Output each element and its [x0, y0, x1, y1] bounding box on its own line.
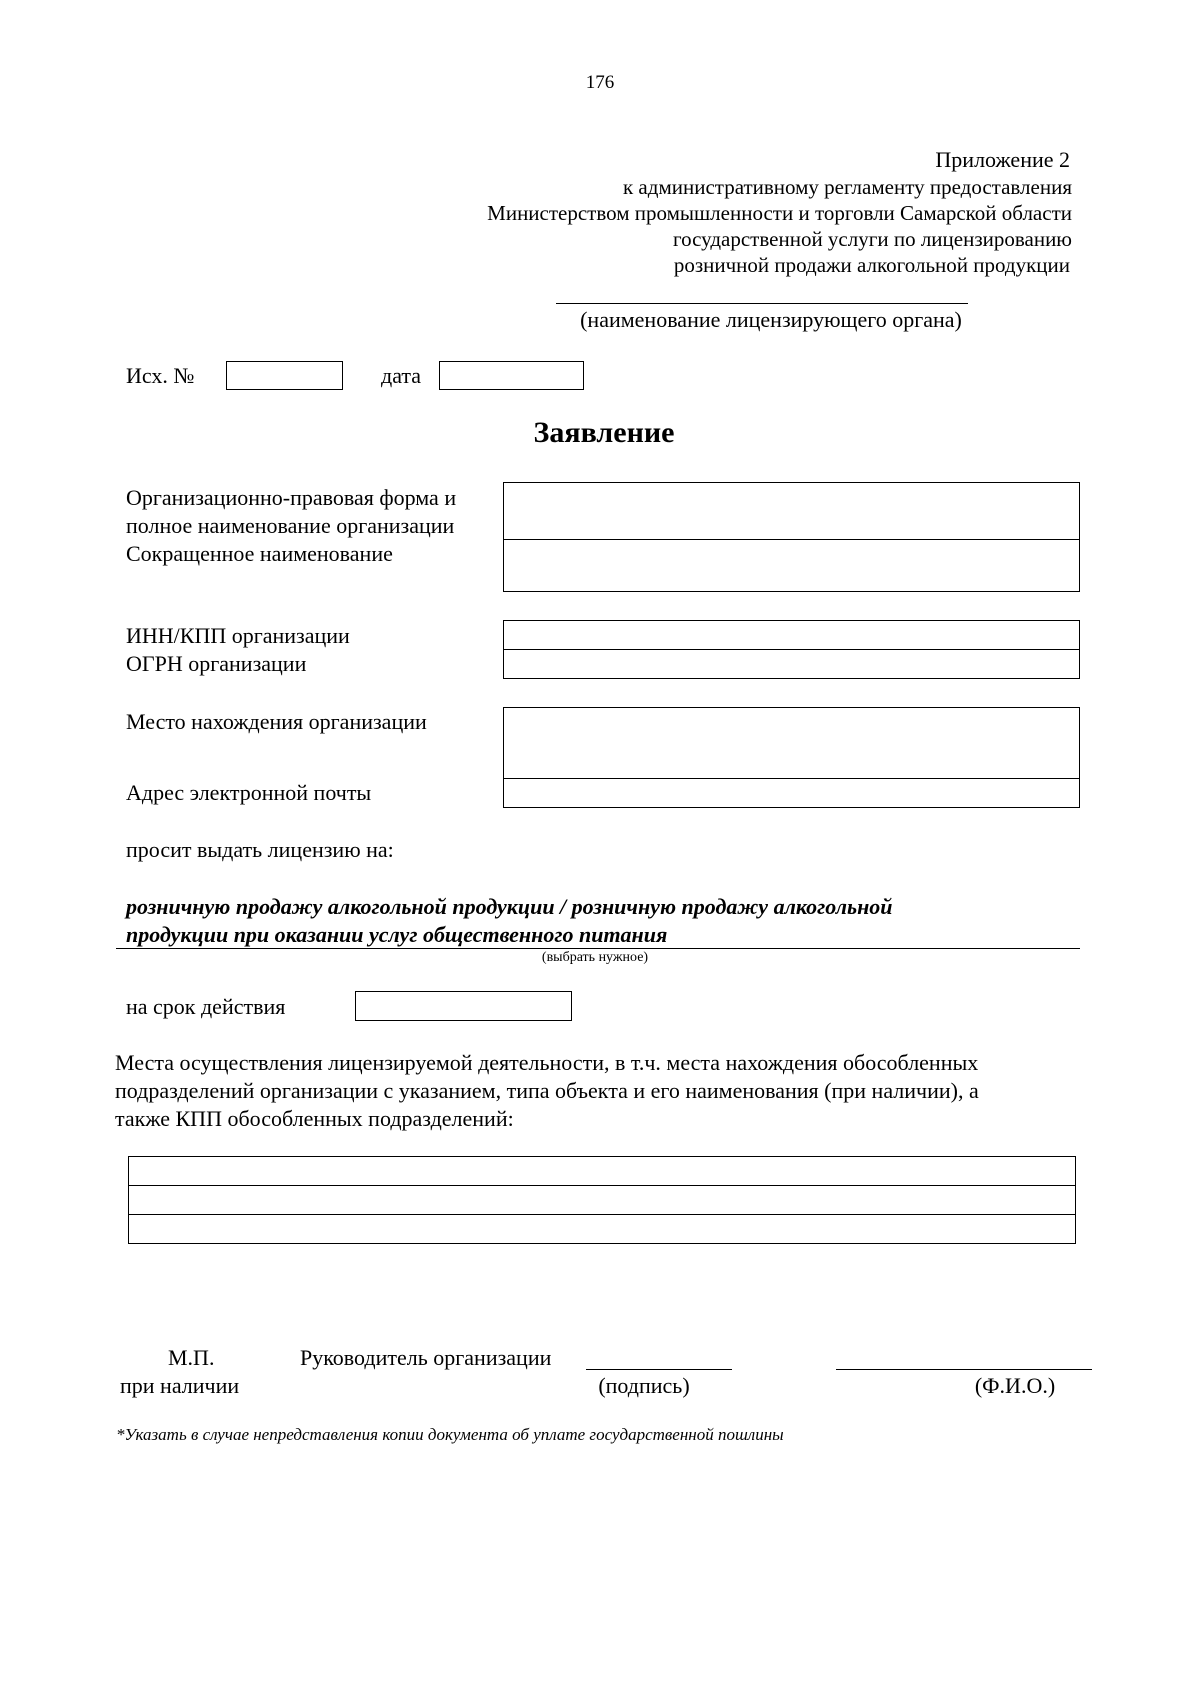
- signature-line[interactable]: [586, 1369, 732, 1370]
- license-type-line-1[interactable]: розничную продажу алкогольной продукции / розничную продажу алкогольной: [126, 894, 893, 919]
- location-label: Место нахождения организации: [126, 709, 427, 734]
- short-name-label: Сокращенное наименование: [126, 541, 393, 566]
- signature-caption: (подпись): [598, 1373, 690, 1398]
- places-row-1[interactable]: [128, 1156, 1076, 1186]
- short-name-field[interactable]: [503, 539, 1080, 592]
- places-row-3[interactable]: [128, 1214, 1076, 1244]
- document-title: Заявление: [533, 416, 675, 449]
- authority-line[interactable]: [556, 303, 968, 304]
- outgoing-number-label: Исх. №: [126, 363, 195, 388]
- full-name-field[interactable]: [503, 482, 1080, 540]
- places-line-3: также КПП обособленных подразделений:: [115, 1106, 514, 1131]
- stamp-label: М.П.: [168, 1345, 215, 1370]
- name-caption: (Ф.И.О.): [974, 1373, 1056, 1398]
- term-field[interactable]: [355, 991, 572, 1021]
- authority-caption: (наименование лицензирующего органа): [580, 307, 962, 332]
- email-field[interactable]: [503, 778, 1080, 808]
- inn-kpp-field[interactable]: [503, 620, 1080, 650]
- name-line[interactable]: [836, 1369, 1092, 1370]
- ogrn-label: ОГРН организации: [126, 651, 307, 676]
- stamp-note: при наличии: [120, 1373, 240, 1398]
- inn-kpp-label: ИНН/КПП организации: [126, 623, 350, 648]
- appendix-line-1: к административному регламенту предоставления: [622, 175, 1072, 199]
- date-field[interactable]: [439, 361, 584, 390]
- head-label: Руководитель организации: [300, 1345, 552, 1370]
- term-label: на срок действия: [126, 994, 286, 1019]
- request-label: просит выдать лицензию на:: [126, 837, 394, 862]
- appendix-line-3: государственной услуги по лицензированию: [673, 227, 1072, 251]
- org-form-label-1: Организационно-правовая форма и: [126, 485, 457, 510]
- places-line-2: подразделений организации с указанием, типа объекта и его наименования (при наличии), а: [115, 1078, 979, 1103]
- appendix-line-2: Министерством промышленности и торговли Самарской области: [487, 201, 1072, 225]
- page-number: 176: [585, 72, 615, 93]
- location-field[interactable]: [503, 707, 1080, 779]
- places-row-2[interactable]: [128, 1185, 1076, 1215]
- appendix-title: Приложение 2: [935, 147, 1070, 172]
- places-line-1: Места осуществления лицензируемой деятельности, в т.ч. места нахождения обособленных: [115, 1050, 979, 1075]
- email-label: Адрес электронной почты: [126, 780, 372, 805]
- footnote: *Указать в случае непредставления копии документа об уплате государственной пошлины: [116, 1425, 784, 1444]
- appendix-line-4: розничной продажи алкогольной продукции: [673, 253, 1070, 277]
- date-label: дата: [381, 363, 422, 388]
- license-type-hint: (выбрать нужное): [541, 950, 649, 965]
- outgoing-number-field[interactable]: [226, 361, 343, 390]
- license-type-line-2[interactable]: продукции при оказании услуг общественного питания: [126, 922, 668, 947]
- org-form-label-2: полное наименование организации: [126, 513, 455, 538]
- ogrn-field[interactable]: [503, 649, 1080, 679]
